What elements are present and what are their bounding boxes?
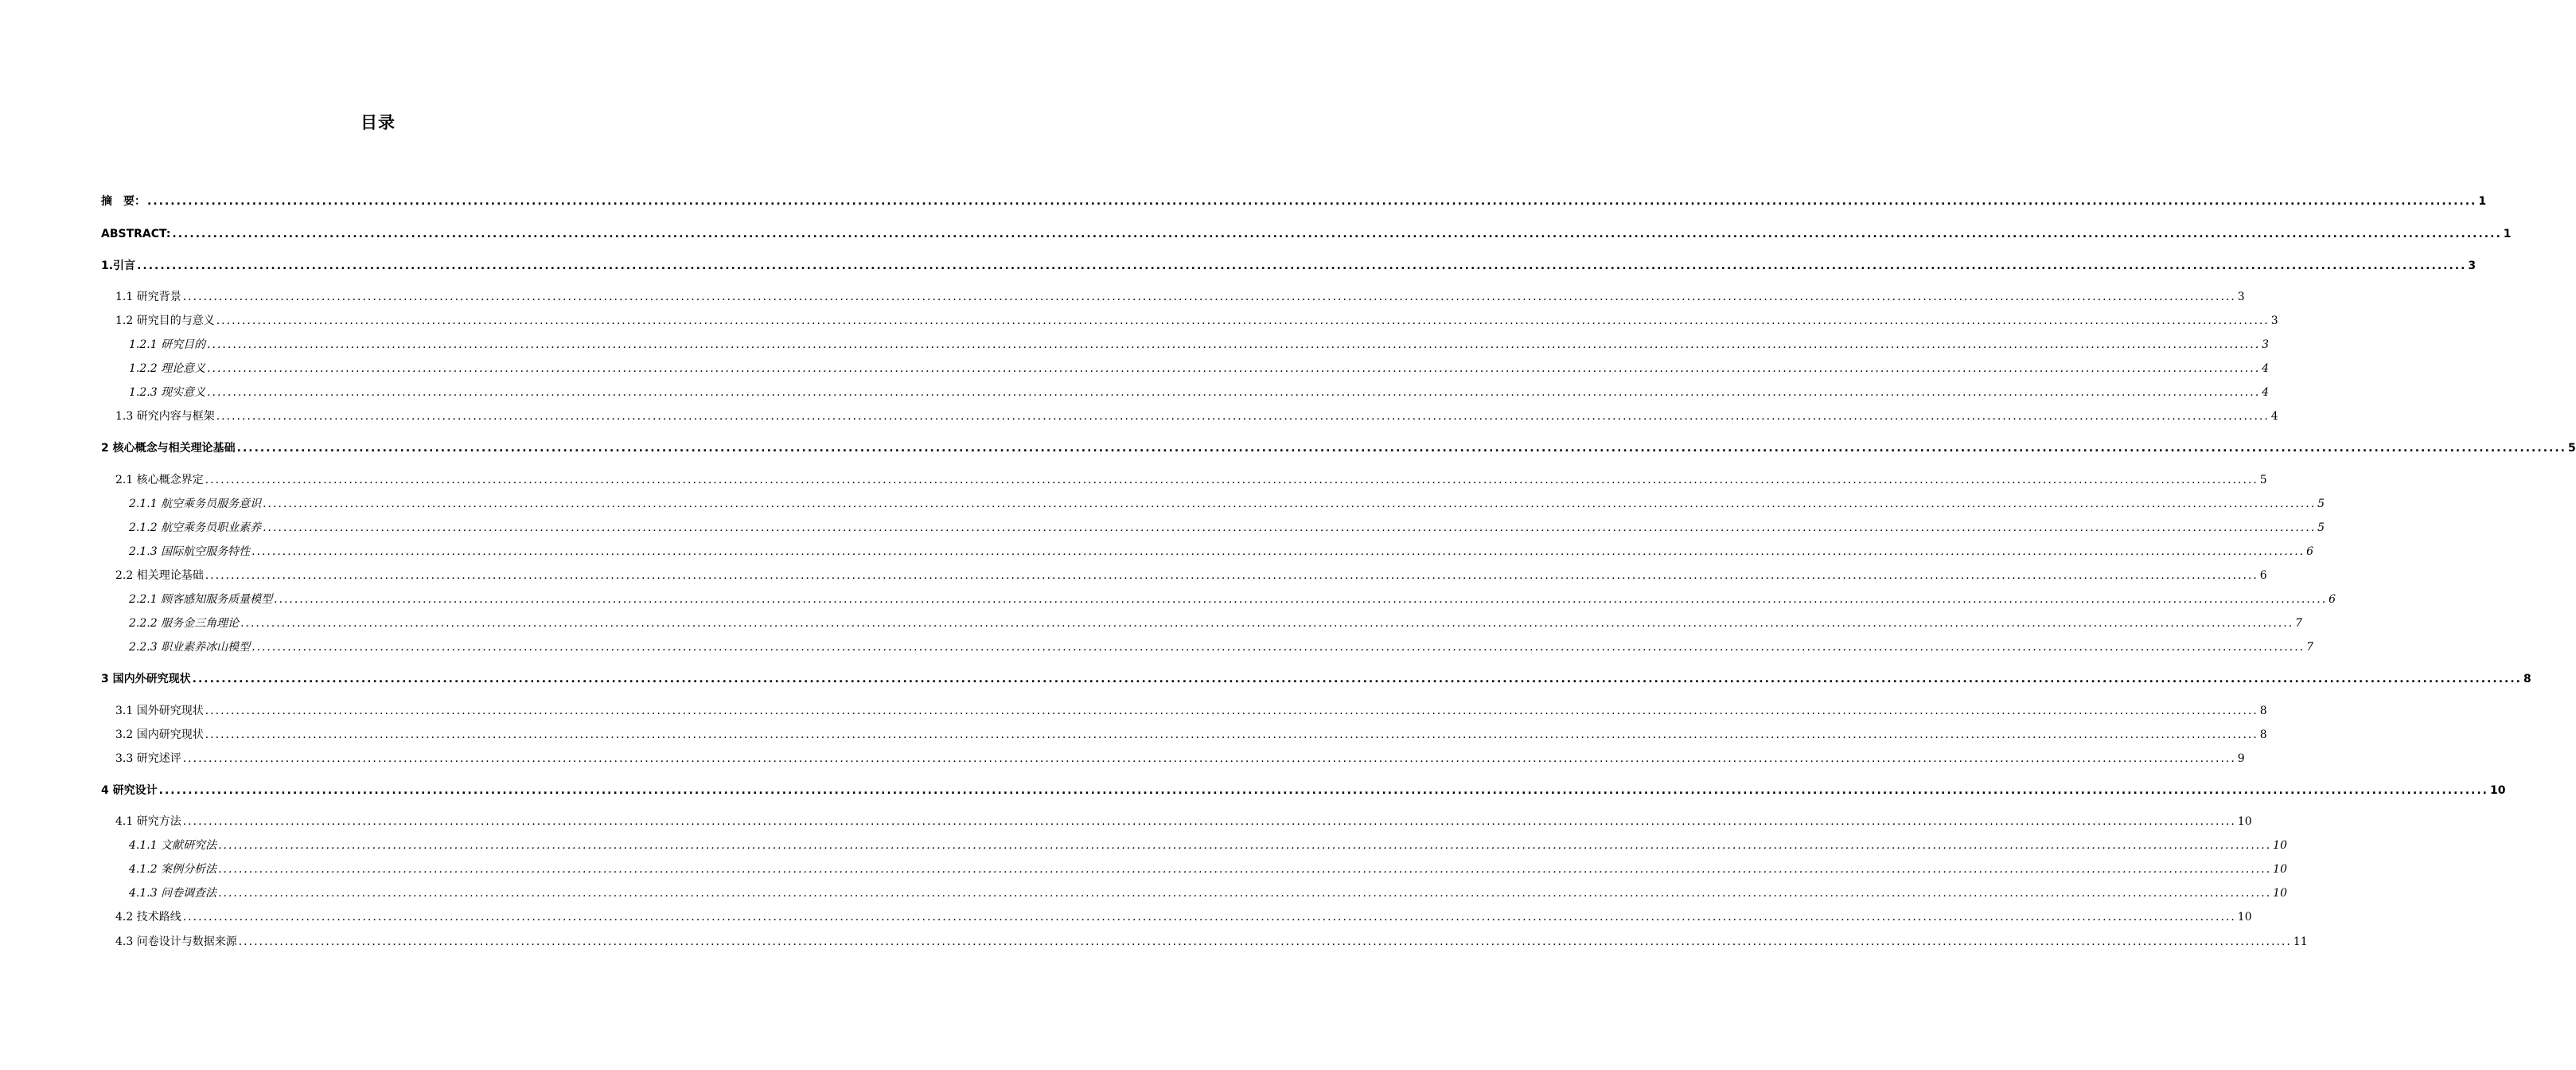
- toc-dot-leader: ................................................................................................................................................................................................................................................................................................................................................................................................................: [251, 641, 2305, 654]
- toc-dot-leader: ................................................................................................................................................................................................................................................................................................................................................................................................................: [182, 291, 2236, 303]
- toc-dot-leader: ................................................................................................................................................................................................................................................................................................................................................................................................................: [236, 442, 2566, 455]
- toc-entry-page-number: 9: [2237, 752, 2245, 765]
- toc-entry-page-number: 8: [2259, 728, 2267, 741]
- toc-entry[interactable]: [129, 360, 2270, 377]
- toc-dot-leader: ................................................................................................................................................................................................................................................................................................................................................................................................................: [205, 705, 2258, 717]
- toc-entry[interactable]: [101, 225, 2512, 243]
- toc-entry-page-number: 4: [2262, 386, 2270, 399]
- toc-entry[interactable]: [129, 885, 2287, 902]
- toc-entry-page-number: 11: [2293, 935, 2308, 948]
- toc-entry[interactable]: [129, 638, 2314, 656]
- toc-entry-label: 1.引言: [101, 260, 136, 272]
- toc-dot-leader: ................................................................................................................................................................................................................................................................................................................................................................................................................: [218, 887, 2272, 900]
- toc-dot-leader: ................................................................................................................................................................................................................................................................................................................................................................................................................: [216, 410, 2270, 423]
- toc-entry-page-number: 10: [2273, 887, 2287, 900]
- page-title: 目录: [360, 113, 396, 132]
- toc-entry[interactable]: [115, 471, 2267, 489]
- toc-dot-leader: ................................................................................................................................................................................................................................................................................................................................................................................................................: [205, 569, 2258, 582]
- toc-entry[interactable]: [115, 702, 2267, 720]
- toc-entry[interactable]: [115, 567, 2267, 584]
- toc-entry-page-number: 1: [2478, 195, 2487, 208]
- toc-entry-label: 1.2 研究目的与意义: [115, 314, 215, 327]
- toc-entry-label: 2.2.2 服务金三角理论: [129, 617, 240, 630]
- toc-entry-page-number: 10: [2489, 784, 2506, 797]
- toc-entry-label: 1.2.3 现实意义: [129, 386, 206, 399]
- toc-entry-label: ABSTRACT:: [101, 228, 171, 240]
- toc-entry-page-number: 4: [2262, 362, 2270, 375]
- toc-entry-page-number: 10: [2237, 815, 2252, 828]
- toc-entry-page-number: 3: [2262, 338, 2270, 351]
- toc-dot-leader: ................................................................................................................................................................................................................................................................................................................................................................................................................: [218, 839, 2272, 852]
- toc-entry-label: 1.3 研究内容与框架: [115, 410, 215, 423]
- toc-entry[interactable]: [101, 257, 2477, 275]
- toc-entry[interactable]: [115, 750, 2245, 767]
- toc-entry-label: 4.1.2 案例分析法: [129, 863, 217, 876]
- toc-entry-page-number: 5: [2259, 474, 2267, 486]
- toc-entry-label: 3.2 国内研究现状: [115, 728, 204, 741]
- toc-entry-page-number: 6: [2306, 545, 2314, 558]
- toc-entry[interactable]: [129, 543, 2314, 560]
- toc-entry-label: 4.2 技术路线: [115, 911, 181, 924]
- toc-entry-page-number: 1: [2503, 228, 2512, 240]
- toc-entry-label: 2.1.1 航空乘务员服务意识: [129, 498, 262, 510]
- toc-entry-page-number: 3: [2270, 314, 2278, 327]
- toc-dot-leader: ................................................................................................................................................................................................................................................................................................................................................................................................................: [205, 728, 2258, 741]
- toc-entry-page-number: 10: [2273, 863, 2287, 876]
- toc-entry[interactable]: [115, 813, 2252, 830]
- toc-entry[interactable]: [115, 908, 2252, 926]
- toc-entry-page-number: 10: [2273, 839, 2287, 852]
- toc-entry-label: 2.1.2 航空乘务员职业素养: [129, 521, 262, 534]
- toc-entry-page-number: 5: [2317, 498, 2325, 510]
- toc-entry[interactable]: [101, 670, 2531, 688]
- toc-entry-label: 2.2.3 职业素养冰山模型: [129, 641, 251, 654]
- toc-entry-label: 2.2 相关理论基础: [115, 569, 204, 582]
- toc-entry-label: 2.1.3 国际航空服务特性: [129, 545, 251, 558]
- toc-entry-page-number: 8: [2259, 705, 2267, 717]
- toc-entry[interactable]: [129, 615, 2303, 632]
- toc-entry[interactable]: [101, 193, 2487, 210]
- toc-entry-label: 1.1 研究背景: [115, 291, 181, 303]
- toc-entry-page-number: 5: [2317, 521, 2325, 534]
- toc-dot-leader: ................................................................................................................................................................................................................................................................................................................................................................................................................: [182, 815, 2236, 828]
- toc-entry-page-number: 7: [2295, 617, 2303, 630]
- toc-entry[interactable]: [115, 288, 2245, 306]
- toc-entry-page-number: 5: [2567, 442, 2576, 455]
- toc-entry[interactable]: [115, 726, 2267, 744]
- toc-entry-label: 3.3 研究述评: [115, 752, 181, 765]
- toc-dot-leader: ................................................................................................................................................................................................................................................................................................................................................................................................................: [263, 521, 2317, 534]
- toc-entry-page-number: 7: [2306, 641, 2314, 654]
- toc-dot-leader: ................................................................................................................................................................................................................................................................................................................................................................................................................: [192, 673, 2522, 685]
- toc-entry-page-number: 3: [2237, 291, 2245, 303]
- toc-entry-label: 4.1.1 文献研究法: [129, 839, 217, 852]
- toc-dot-leader: ................................................................................................................................................................................................................................................................................................................................................................................................................: [205, 474, 2258, 486]
- toc-entry[interactable]: [115, 933, 2308, 951]
- toc-entry[interactable]: [129, 384, 2270, 401]
- toc-entry[interactable]: [101, 782, 2506, 799]
- toc-dot-leader: ................................................................................................................................................................................................................................................................................................................................................................................................................: [207, 338, 2261, 351]
- toc-entry[interactable]: [129, 495, 2325, 513]
- toc-entry-label: 3.1 国外研究现状: [115, 705, 204, 717]
- toc-dot-leader: ................................................................................................................................................................................................................................................................................................................................................................................................................: [207, 362, 2261, 375]
- toc-dot-leader: ................................................................................................................................................................................................................................................................................................................................................................................................................: [172, 228, 2502, 240]
- toc-dot-leader: ................................................................................................................................................................................................................................................................................................................................................................................................................: [240, 617, 2294, 630]
- toc-entry-page-number: 3: [2468, 260, 2477, 272]
- toc-dot-leader: ................................................................................................................................................................................................................................................................................................................................................................................................................: [182, 752, 2236, 765]
- toc-entry-label: 2 核心概念与相关理论基础: [101, 442, 236, 455]
- toc-entry-label: 摘 要：: [101, 195, 146, 208]
- toc-dot-leader: ................................................................................................................................................................................................................................................................................................................................................................................................................: [137, 260, 2467, 272]
- toc-entry-label: 4 研究设计: [101, 784, 158, 797]
- toc-entry[interactable]: [101, 439, 2576, 457]
- toc-entry-label: 1.2.2 理论意义: [129, 362, 206, 375]
- toc-dot-leader: ................................................................................................................................................................................................................................................................................................................................................................................................................: [274, 593, 2328, 606]
- toc-dot-leader: ................................................................................................................................................................................................................................................................................................................................................................................................................: [158, 784, 2488, 797]
- toc-entry-label: 2.2.1 顾客感知服务质量模型: [129, 593, 273, 606]
- toc-entry[interactable]: [115, 312, 2278, 330]
- toc-dot-leader: ................................................................................................................................................................................................................................................................................................................................................................................................................: [238, 935, 2292, 948]
- toc-entry[interactable]: [129, 336, 2270, 353]
- toc-dot-leader: ................................................................................................................................................................................................................................................................................................................................................................................................................: [207, 386, 2261, 399]
- toc-entry-page-number: 4: [2270, 410, 2278, 423]
- toc-entry-page-number: 6: [2259, 569, 2267, 582]
- toc-dot-leader: ................................................................................................................................................................................................................................................................................................................................................................................................................: [263, 498, 2317, 510]
- toc-entry-label: 4.3 问卷设计与数据来源: [115, 935, 237, 948]
- toc-dot-leader: ................................................................................................................................................................................................................................................................................................................................................................................................................: [147, 195, 2477, 208]
- toc-entry-page-number: 6: [2329, 593, 2336, 606]
- toc-entry-label: 4.1 研究方法: [115, 815, 181, 828]
- toc-entry-page-number: 10: [2237, 911, 2252, 924]
- toc-entry[interactable]: [115, 408, 2278, 425]
- toc-entry-label: 4.1.3 问卷调查法: [129, 887, 217, 900]
- toc-dot-leader: ................................................................................................................................................................................................................................................................................................................................................................................................................: [218, 863, 2272, 876]
- toc-entry-label: 2.1 核心概念界定: [115, 474, 204, 486]
- toc-dot-leader: ................................................................................................................................................................................................................................................................................................................................................................................................................: [182, 911, 2236, 924]
- toc-entry[interactable]: [129, 861, 2287, 878]
- toc-entry-label: 3 国内外研究现状: [101, 673, 191, 685]
- toc-entry[interactable]: [129, 837, 2287, 854]
- toc-entry-page-number: 8: [2523, 673, 2531, 685]
- toc-entry[interactable]: [129, 519, 2325, 537]
- toc-dot-leader: ................................................................................................................................................................................................................................................................................................................................................................................................................: [216, 314, 2270, 327]
- toc-dot-leader: ................................................................................................................................................................................................................................................................................................................................................................................................................: [251, 545, 2305, 558]
- toc-entry-label: 1.2.1 研究目的: [129, 338, 206, 351]
- toc-entry[interactable]: [129, 591, 2336, 608]
